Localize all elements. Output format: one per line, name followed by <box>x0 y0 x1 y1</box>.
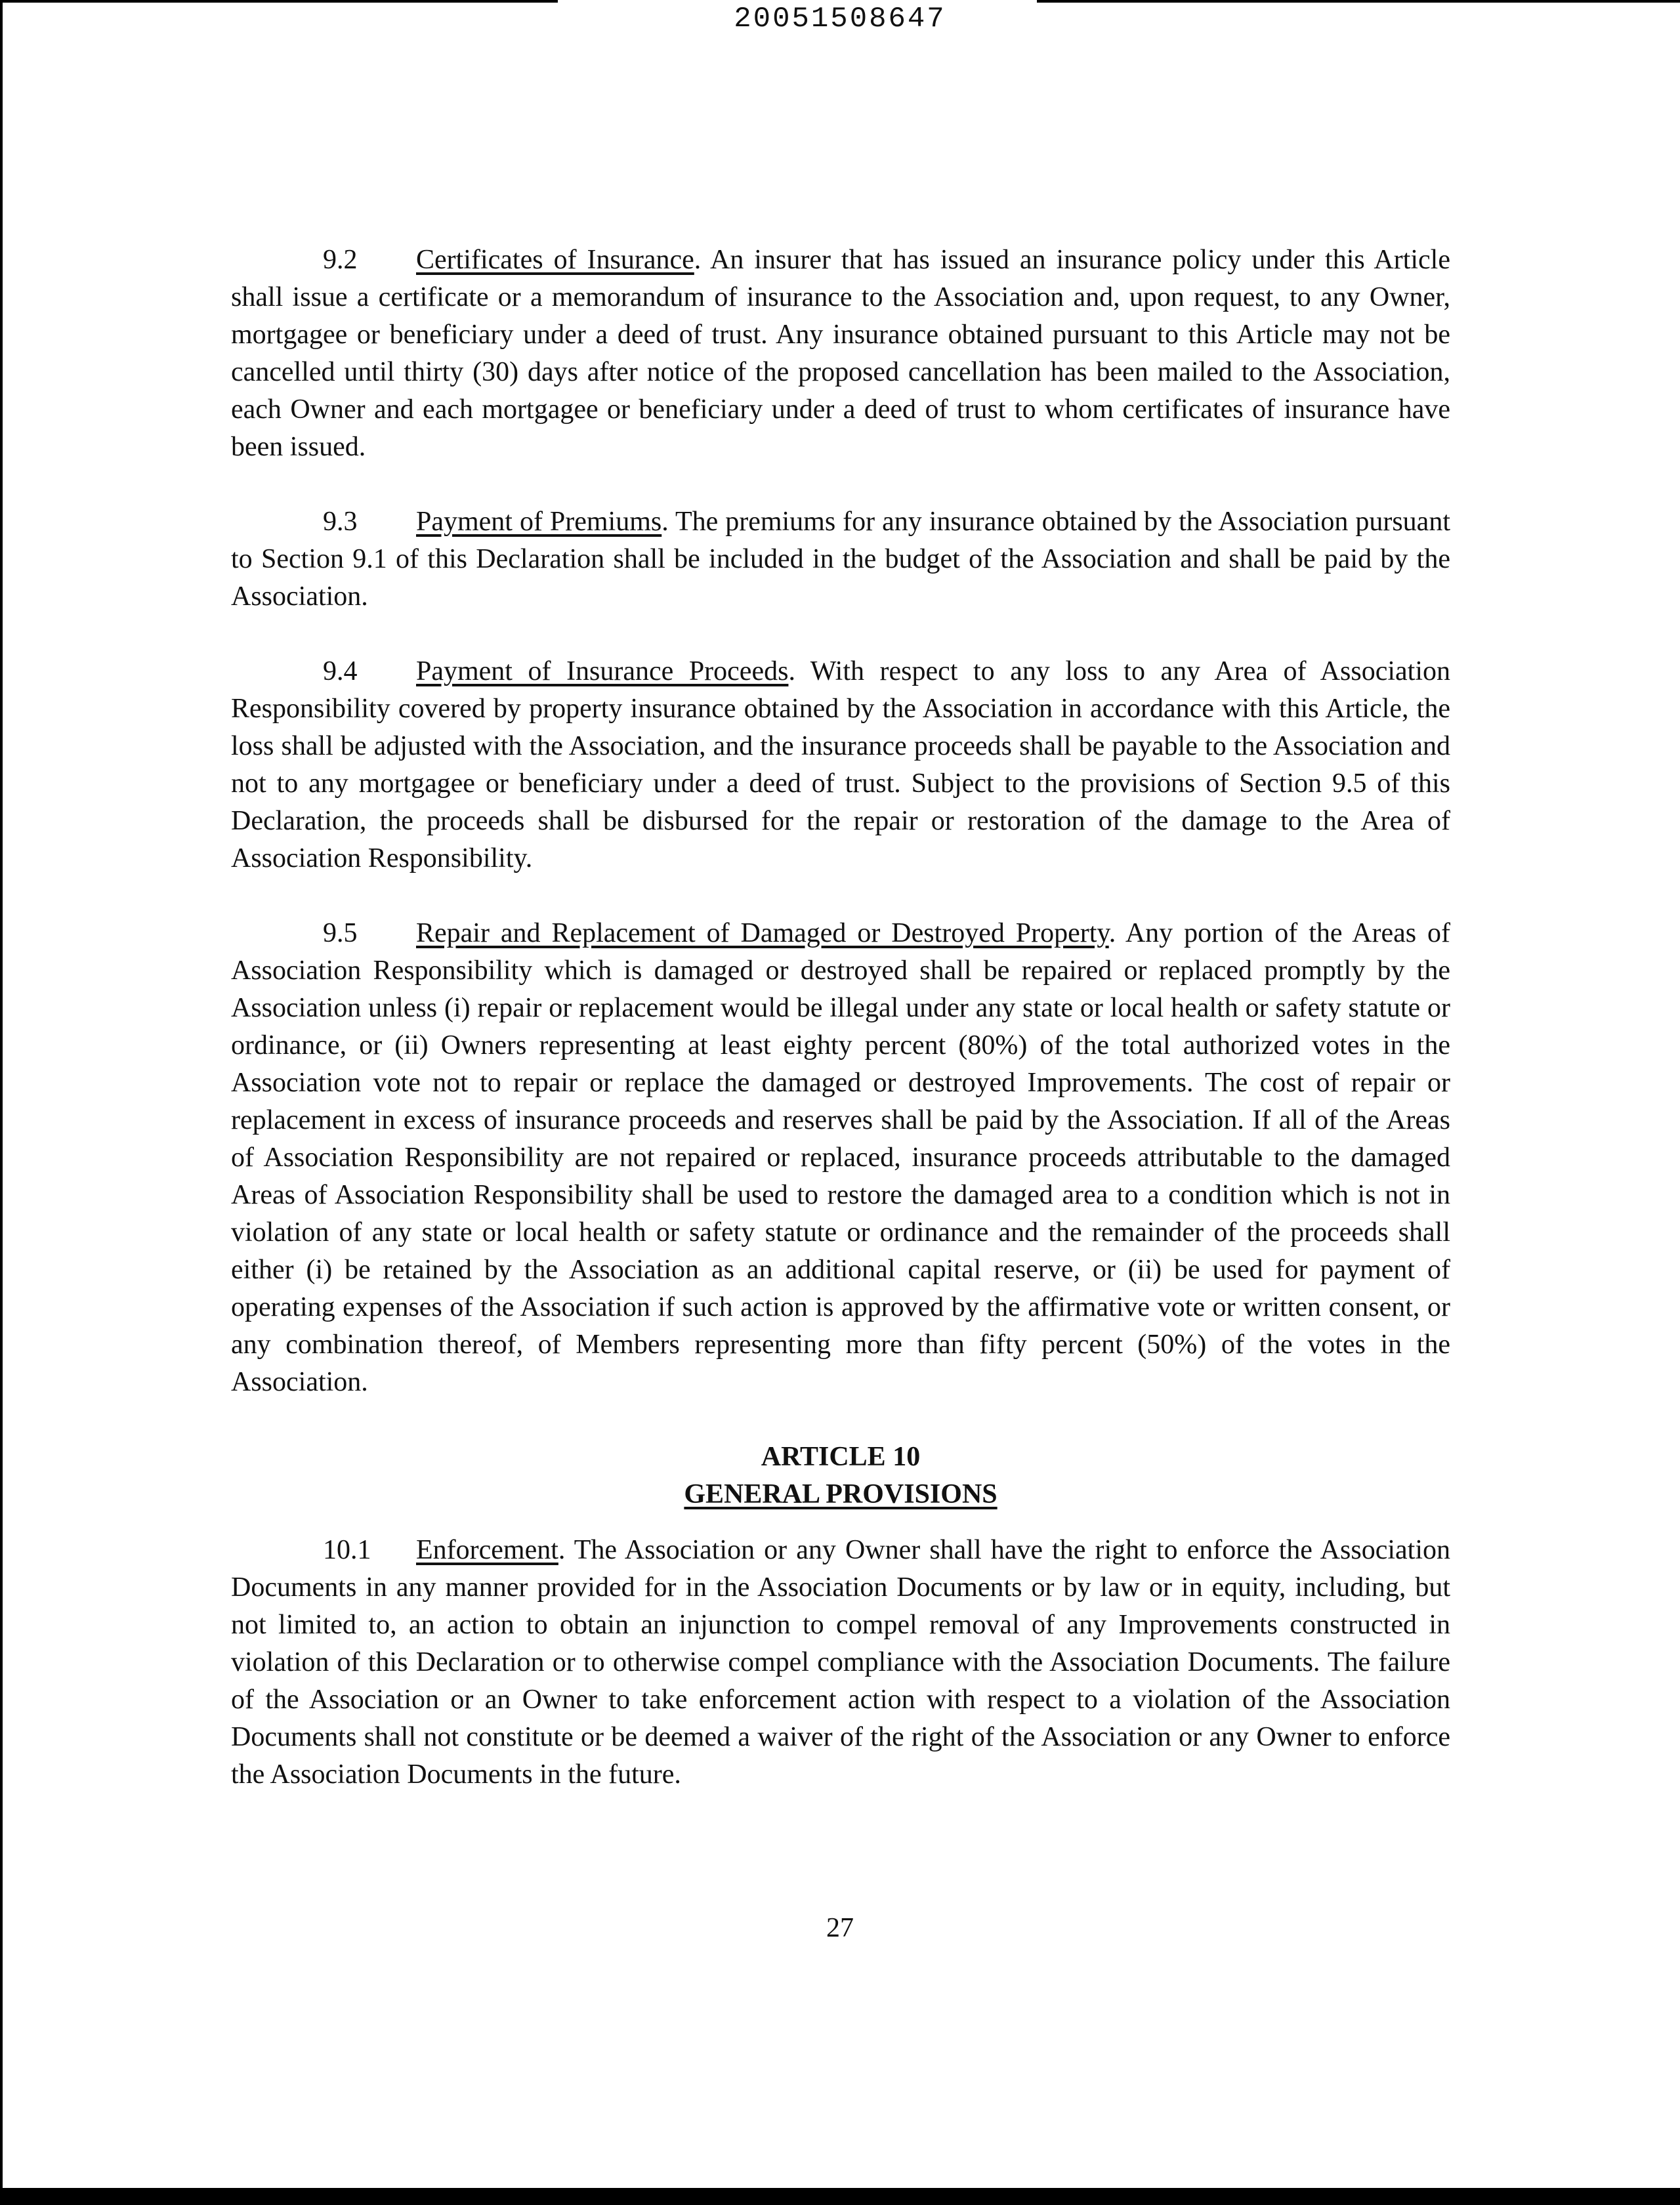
section-9-2: 9.2 Certificates of Insurance. An insurer that has issued an insurance policy under this Article shall issue a certificate or a memorandum of insurance to the Association and, upon request, to any Owner, mortgagee or beneficiary under a deed of trust. Any insurance obtained pursuant to this Article may not be cancelled until thirty (30) days after notice of the proposed cancellation has been mailed to the Association, each Owner and each mortgagee or beneficiary under a deed of trust to whom certificates of insurance have been issued. <box>231 242 1450 466</box>
section-body: Any portion of the Areas of Association Responsibility which is damaged or destroyed shall be repaired or replaced promptly by the Association unless (i) repair or replacement would be illegal under any state or local health or safety statute or ordinance, or (ii) Owners representing at least eighty percent (80%) of the total authorized votes in the Association vote not to repair or replace the damaged or destroyed Improvements. The cost of repair or replacement in excess of insurance proceeds and reserves shall be paid by the Association. If all of the Areas of Association Responsibility are not repaired or replaced, insurance proceeds attributable to the damaged Areas of Association Responsibility shall be used to restore the damaged area to a condition which is not in violation of any state or local health or safety statute or ordinance and the remainder of the proceeds shall either (i) be retained by the Association as an additional capital reserve, or (ii) be used for payment of operating expenses of the Association if such action is approved by the affirmative vote or written consent, or any combination thereof, of Members representing more than fifty percent (50%) of the votes in the Association. <box>231 918 1450 1397</box>
document-number: 20051508647 <box>734 3 946 35</box>
section-number: 9.3 <box>323 507 358 537</box>
section-heading: Enforcement <box>416 1535 558 1565</box>
page-number: 27 <box>826 1913 854 1943</box>
section-heading: Payment of Insurance Proceeds <box>416 656 789 686</box>
section-heading: Repair and Replacement of Damaged or Destroyed Property <box>416 918 1109 948</box>
section-body: The Association or any Owner shall have the right to enforce the Association Documents in any manner provided for in the Association Documents or by law or in equity, including, but not limited to, an action to obtain an injunction to compel removal of any Improvements constructed in violation of this Declaration or to otherwise compel compliance with the Association Documents. The failure of the Association or an Owner to take enforcement action with respect to a violation of the Association Documents shall not constitute or be deemed a waiver of the right of the Association or any Owner to enforce the Association Documents in the future. <box>231 1535 1450 1790</box>
section-body: With respect to any loss to any Area of Association Responsibility covered by property insurance obtained by the Association in accordance with this Article, the loss shall be adjusted with the Association, and the insurance proceeds shall be payable to the Association and not to any mortgagee or beneficiary under a deed of trust. Subject to the provisions of Section 9.5 of this Declaration, the proceeds shall be disbursed for the repair or restoration of the damage to the Area of Association Responsibility. <box>231 656 1450 873</box>
section-9-3: 9.3 Payment of Premiums. The premiums for any insurance obtained by the Association pursuant to Section 9.1 of this Declaration shall be included in the budget of the Association and shall be paid by the Association. <box>231 503 1450 616</box>
section-number: 9.5 <box>323 918 358 948</box>
section-10-1: 10.1 Enforcement. The Association or any Owner shall have the right to enforce the Association Documents in any manner provided for in the Association Documents or by law or in equity, including, but not limited to, an action to obtain an injunction to compel removal of any Improvements constructed in violation of this Declaration or to otherwise compel compliance with the Association Documents. The failure of the Association or an Owner to take enforcement action with respect to a violation of the Association Documents shall not constitute or be deemed a waiver of the right of the Association or any Owner to enforce the Association Documents in the future. <box>231 1532 1450 1794</box>
scan-bottom-border <box>0 2188 1680 2205</box>
section-heading: Payment of Premiums <box>416 507 662 537</box>
section-9-5: 9.5 Repair and Replacement of Damaged or Destroyed Property. Any portion of the Areas of Association Responsibility which is damaged or destroyed shall be repaired or replaced promptly by the Association unless (i) repair or replacement would be illegal under any state or local health or safety statute or ordinance, or (ii) Owners representing at least eighty percent (80%) of the total authorized votes in the Association vote not to repair or replace the damaged or destroyed Improvements. The cost of repair or replacement in excess of insurance proceeds and reserves shall be paid by the Association. If all of the Areas of Association Responsibility are not repaired or replaced, insurance proceeds attributable to the damaged Areas of Association Responsibility shall be used to restore the damaged area to a condition which is not in violation of any state or local health or safety statute or ordinance and the remainder of the proceeds shall either (i) be retained by the Association as an additional capital reserve, or (ii) be used for payment of operating expenses of the Association if such action is approved by the affirmative vote or written consent, or any combination thereof, of Members representing more than fifty percent (50%) of the votes in the Association. <box>231 915 1450 1401</box>
article-number: ARTICLE 10 <box>761 1442 921 1472</box>
section-number: 9.2 <box>323 245 358 275</box>
section-number: 9.4 <box>323 656 358 686</box>
article-heading <box>231 1438 1450 1513</box>
section-body: The premiums for any insurance obtained by the Association pursuant to Section 9.1 of this Declaration shall be included in the budget of the Association and shall be paid by the Association. <box>231 507 1450 612</box>
article-title: GENERAL PROVISIONS <box>684 1479 998 1509</box>
scan-left-border <box>0 0 3 2205</box>
section-heading: Certificates of Insurance <box>416 245 694 275</box>
section-number: 10.1 <box>323 1535 371 1565</box>
section-9-4: 9.4 Payment of Insurance Proceeds. With respect to any loss to any Area of Association Responsibility covered by property insurance obtained by the Association in accordance with this Article, the loss shall be adjusted with the Association, and the insurance proceeds shall be payable to the Association and not to any mortgagee or beneficiary under a deed of trust. Subject to the provisions of Section 9.5 of this Declaration, the proceeds shall be disbursed for the repair or restoration of the damage to the Area of Association Responsibility. <box>231 653 1450 877</box>
document-body <box>231 242 1450 1831</box>
section-body: An insurer that has issued an insurance policy under this Article shall issue a certificate or a memorandum of insurance to the Association and, upon request, to any Owner, mortgagee or beneficiary under a deed of trust. Any insurance obtained pursuant to this Article may not be cancelled until thirty (30) days after notice of the proposed cancellation has been mailed to the Association, each Owner and each mortgagee or beneficiary under a deed of trust to whom certificates of insurance have been issued. <box>231 245 1450 462</box>
